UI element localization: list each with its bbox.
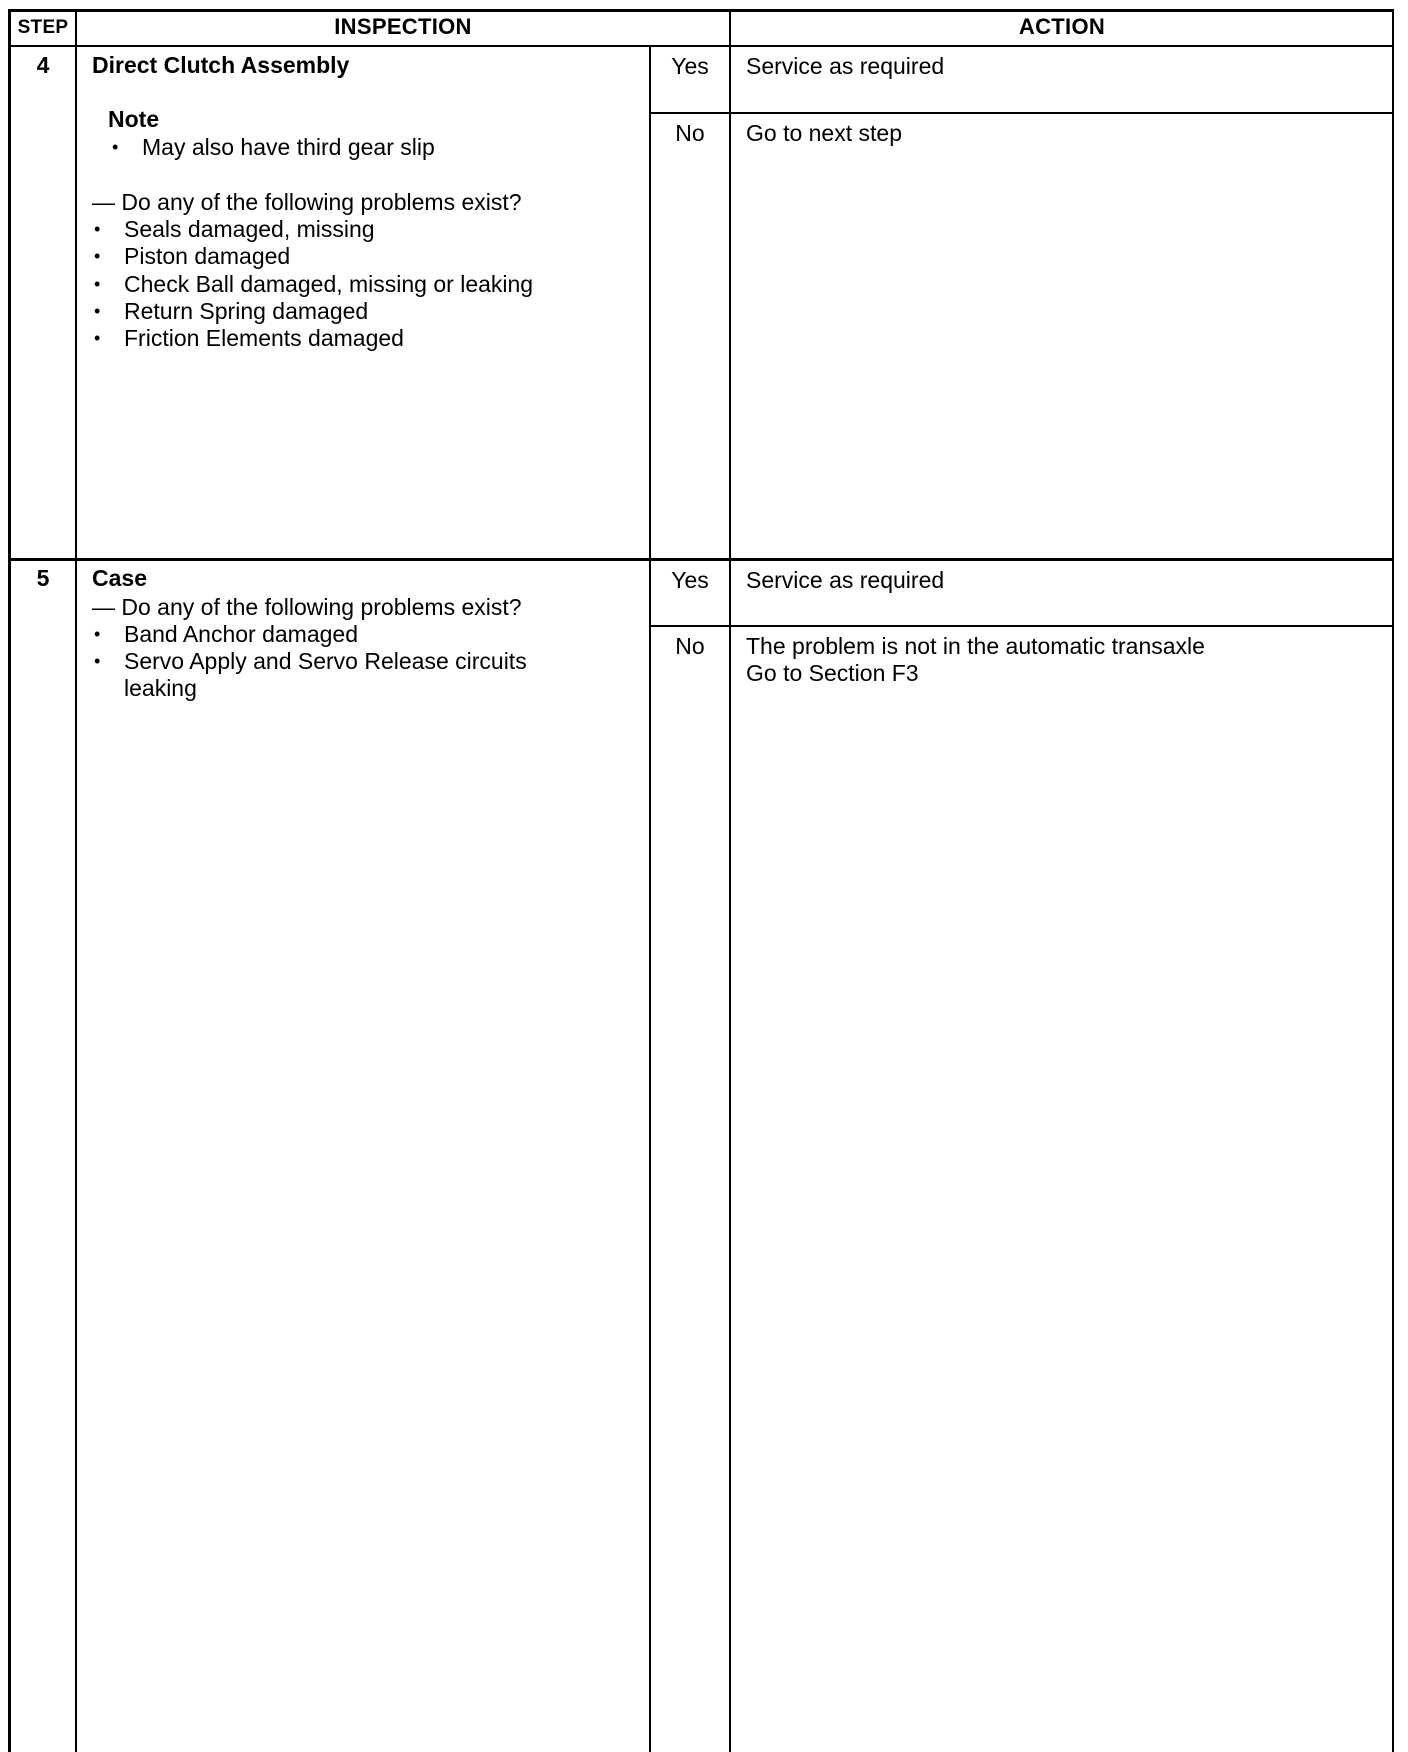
yes-action: Service as required xyxy=(746,567,945,593)
step5-yes-no-separator xyxy=(649,625,1394,627)
bullet-icon: • xyxy=(94,301,101,321)
step-column-divider xyxy=(75,9,77,1752)
header-action: ACTION xyxy=(1018,14,1106,39)
inspection-column-divider xyxy=(649,45,651,1752)
step-title: Case xyxy=(92,565,147,591)
yes-label: Yes xyxy=(671,53,709,79)
table-right-border xyxy=(1392,9,1394,1752)
inspection-question: — Do any of the following problems exist? xyxy=(92,594,522,620)
action-column-divider xyxy=(729,9,731,1752)
note-label: Note xyxy=(108,106,160,132)
step-row-separator xyxy=(8,558,1394,561)
inspection-question: — Do any of the following problems exist? xyxy=(92,189,522,215)
problem-item-continuation: leaking xyxy=(124,675,197,701)
no-label: No xyxy=(675,633,705,659)
step-number: 4 xyxy=(36,52,50,78)
yes-action: Service as required xyxy=(746,53,945,79)
step4-yes-no-separator xyxy=(649,112,1394,114)
table-top-border xyxy=(8,9,1394,12)
header-step: STEP xyxy=(17,17,69,38)
bullet-icon: • xyxy=(94,219,101,239)
step-number: 5 xyxy=(36,565,50,591)
bullet-icon: • xyxy=(94,274,101,294)
step-title: Direct Clutch Assembly xyxy=(92,52,350,78)
no-action-line: Go to Section F3 xyxy=(746,660,919,686)
bullet-icon: • xyxy=(94,328,101,348)
bullet-icon: • xyxy=(112,137,119,157)
yes-label: Yes xyxy=(671,567,709,593)
header-bottom-border xyxy=(8,45,1394,47)
no-action: Go to next step xyxy=(746,120,902,146)
header-inspection: INSPECTION xyxy=(334,14,472,39)
table-left-border xyxy=(8,9,11,1752)
bullet-icon: • xyxy=(94,651,101,671)
no-label: No xyxy=(675,120,705,146)
bullet-icon: • xyxy=(94,246,101,266)
bullet-icon: • xyxy=(94,624,101,644)
no-action-line: The problem is not in the automatic transaxle xyxy=(746,633,1205,659)
